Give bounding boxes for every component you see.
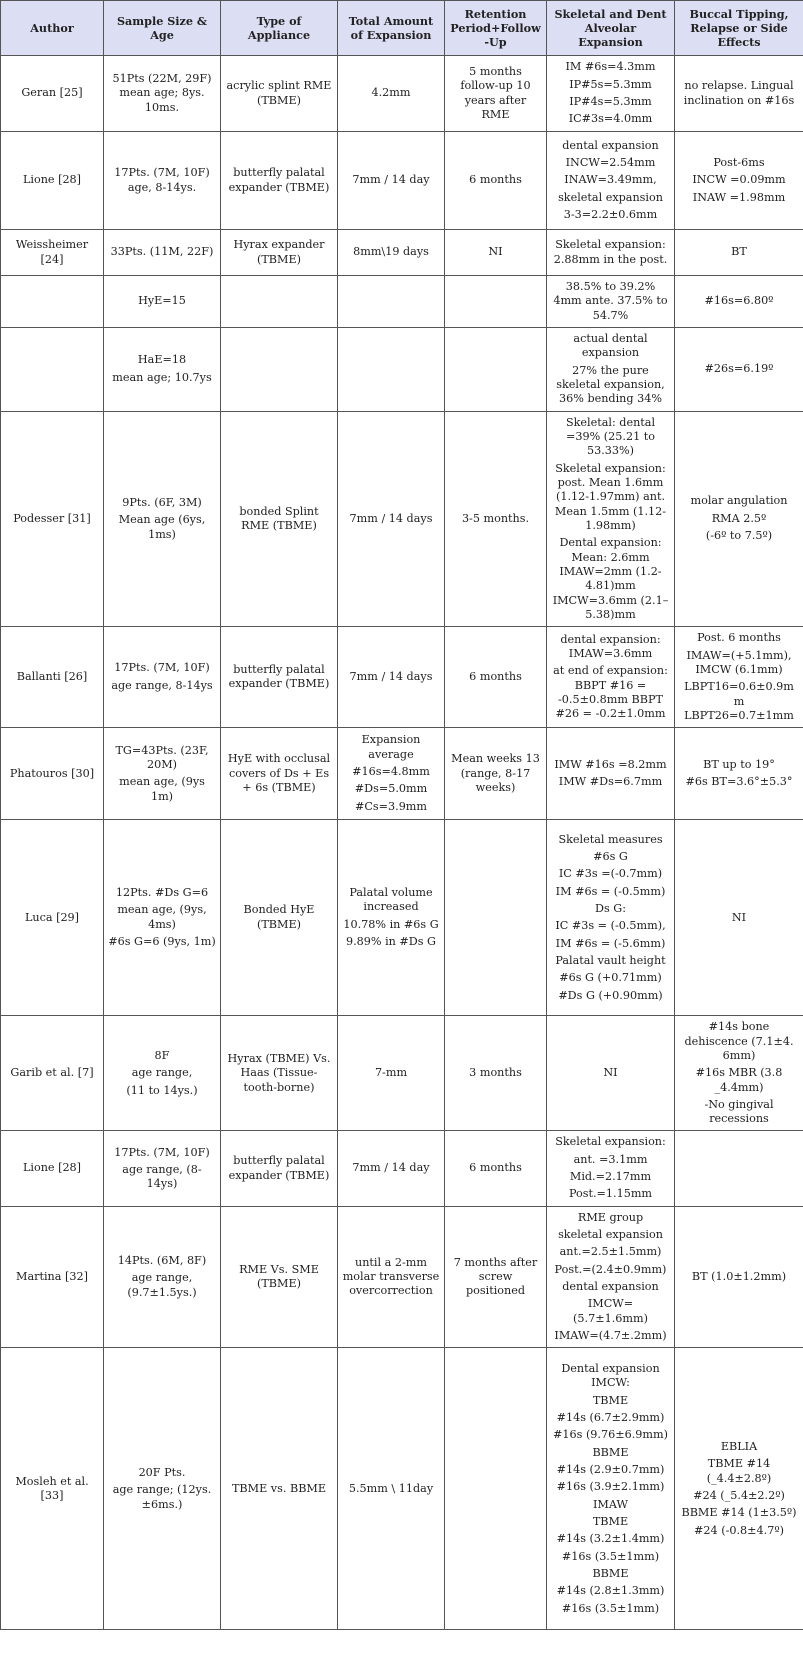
table-row [1, 411, 803, 627]
cell-line: #6s BT=3.6°±5.3° [685, 775, 793, 789]
cell-line: Skeletal: dental =39% (25.21 to 53.33%) [565, 415, 656, 458]
cell-line: Dental expansion IMCW: [561, 1361, 660, 1390]
table-row [1, 820, 803, 1016]
cell-expansion [338, 1016, 445, 1131]
cell-line: Lione [28] [22, 173, 82, 187]
cell-line: 5 months follow-up 10 years after RME [460, 64, 531, 121]
cell-line: Palatal volume increased [349, 886, 433, 914]
cell-tipping [675, 820, 803, 1016]
cell-sample [104, 132, 221, 230]
cell-retention [445, 132, 547, 230]
cell-appliance [221, 627, 338, 728]
table-row [1, 728, 803, 820]
cell-line: #14s (6.7±2.9mm) [556, 1410, 665, 1424]
cell-appliance [221, 1348, 338, 1630]
cell-appliance [221, 1131, 338, 1206]
cell-line: Weissheimer [24] [15, 238, 89, 266]
cell-author [1, 411, 104, 627]
cell-author [1, 327, 104, 411]
cell-line: 17Pts. (7M, 10F) [114, 661, 210, 675]
cell-line: 6 months [469, 670, 522, 684]
cell-line: #24 (_5.4±2.2º) [693, 1488, 785, 1502]
cell-line: (-6º to 7.5º) [705, 529, 773, 543]
cell-expansion [338, 1206, 445, 1348]
cell-line: IM #6s = (-0.5mm) [555, 884, 666, 898]
cell-tipping [675, 56, 803, 132]
cell-line: RME Vs. SME (TBME) [239, 1262, 319, 1291]
cell-expansion [338, 1131, 445, 1206]
cell-line: 8mm\19 days [353, 245, 429, 259]
cell-line: ant.=2.5±1.5mm) [559, 1245, 662, 1259]
cell-line: mean age, (9ys, 4ms) [117, 903, 207, 931]
cell-line: 3-3=2.2±0.6mm [563, 207, 658, 221]
cell-line: #16s (3.5±1mm) [561, 1549, 660, 1563]
cell-appliance [221, 327, 338, 411]
cell-line: #16s (3.9±2.1mm) [556, 1480, 665, 1494]
cell-appliance [221, 1016, 338, 1131]
header-skeletal-expansion: Skeletal and Dent Alveolar Expansion [547, 1, 675, 56]
cell-line: age range, (8-14ys) [122, 1162, 202, 1191]
cell-tipping [675, 1131, 803, 1206]
cell-line: 7mm / 14 day [352, 173, 430, 187]
cell-author [1, 627, 104, 728]
cell-appliance [221, 728, 338, 820]
header-author: Author [1, 1, 104, 56]
cell-line: #16s (9.76±6.9mm) [553, 1428, 668, 1442]
cell-retention [445, 230, 547, 276]
header-total-expansion: Total Amount of Expansion [338, 1, 445, 56]
cell-line: molar angulation [690, 494, 788, 508]
cell-author [1, 820, 104, 1016]
header-sample-size-age: Sample Size & Age [104, 1, 221, 56]
cell-appliance [221, 56, 338, 132]
cell-line: BBME [592, 1445, 629, 1459]
cell-line: IC #3s =(-0.7mm) [558, 867, 663, 881]
cell-line: IP#5s=5.3mm [569, 77, 652, 91]
cell-line: dental expansion [562, 138, 659, 152]
cell-line: Mean weeks 13 (range, 8-17 weeks) [451, 752, 540, 794]
cell-line: age range; (12ys.±6ms.) [112, 1483, 212, 1511]
cell-line: IMAW=(4.7±.2mm) [554, 1329, 667, 1343]
cell-line: 6 months [469, 173, 522, 187]
cell-line: skeletal expansion [558, 1228, 663, 1242]
cell-line: butterfly palatal expander (TBME) [228, 662, 330, 691]
cell-line: TBME [592, 1514, 629, 1528]
cell-line: Garib et al. [7] [10, 1066, 94, 1080]
cell-line: acrylic splint RME (TBME) [226, 79, 332, 107]
cell-tipping [675, 276, 803, 328]
cell-line: age range, [131, 1066, 193, 1080]
cell-line: Post-6ms [713, 156, 765, 169]
cell-line: 8F [154, 1048, 170, 1062]
cell-retention [445, 820, 547, 1016]
cell-skeletal [547, 327, 675, 411]
cell-line: #14s (2.8±1.3mm) [556, 1584, 665, 1598]
cell-line: Hyrax expander (TBME) [233, 238, 325, 266]
cell-line: #26s=6.19º [704, 362, 774, 376]
cell-line: IMW #Ds=6.7mm [558, 775, 663, 789]
cell-expansion [338, 327, 445, 411]
cell-line: 6 months [469, 1161, 522, 1175]
cell-line: #16s=4.8mm [352, 765, 430, 779]
cell-line: NI [731, 910, 747, 924]
cell-line: 10.78% in #6s G [343, 917, 439, 931]
cell-line: HyE=15 [138, 294, 186, 308]
cell-line: 14Pts. (6M, 8F) [117, 1254, 207, 1268]
cell-line: 38.5% to 39.2% 4mm ante. 37.5% to 54.7% [553, 280, 668, 322]
header-buccal-tipping: Buccal Tipping, Relapse or Side Effects [675, 1, 803, 56]
cell-line: mean age; 10.7ys [112, 370, 212, 384]
cell-line: Dental expansion: Mean: 2.6mm IMAW=2mm (1.2-4.81)mm IMCW=3.6mm (2.1–5.38)mm [552, 536, 669, 621]
table-row [1, 1206, 803, 1348]
cell-line: #24 (-0.8±4.7º) [694, 1523, 784, 1537]
cell-line: dental expansion [562, 1280, 659, 1294]
cell-line: HyE with occlusal covers of Ds + Es + 6s (TBME) [227, 752, 331, 794]
cell-appliance [221, 276, 338, 328]
cell-sample [104, 627, 221, 728]
cell-sample [104, 1016, 221, 1131]
cell-line: 7-mm [374, 1066, 408, 1080]
cell-skeletal [547, 132, 675, 230]
cell-author [1, 230, 104, 276]
cell-tipping [675, 230, 803, 276]
cell-line: Martina [32] [16, 1269, 88, 1283]
cell-sample [104, 728, 221, 820]
cell-line: RME group [577, 1210, 644, 1224]
cell-line: 9Pts. (6F, 3M) [122, 495, 202, 509]
table-row [1, 230, 803, 276]
cell-author [1, 728, 104, 820]
cell-line: Post.=1.15mm [568, 1187, 653, 1201]
cell-tipping [675, 1348, 803, 1630]
cell-line: #Ds=5.0mm [354, 782, 428, 796]
cell-line: BT (1.0±1.2mm) [691, 1269, 787, 1283]
cell-line: BBME #14 (1±3.5º) [681, 1506, 797, 1520]
cell-line: IMAW [593, 1497, 628, 1511]
cell-line: #6s G (+0.71mm) [559, 971, 662, 985]
cell-line: 4.2mm [371, 86, 411, 100]
cell-line: Skeletal expansion: post. Mean 1.6mm (1.12-1.97mm) ant. Mean 1.5mm (1.12-1.98mm) [554, 461, 667, 532]
cell-line: BBME [592, 1566, 629, 1580]
cell-retention [445, 1348, 547, 1630]
cell-line: actual dental expansion [573, 331, 648, 360]
table-row [1, 627, 803, 728]
cell-line: Skeletal measures [558, 832, 663, 846]
cell-expansion [338, 1348, 445, 1630]
cell-author [1, 1131, 104, 1206]
cell-line: no relapse. Lingual inclination on #16s [683, 79, 795, 107]
cell-line: -No gingival recessions [704, 1097, 774, 1126]
cell-line: 33Pts. (11M, 22F) [110, 245, 214, 259]
cell-line: 20F Pts. [138, 1465, 186, 1479]
cell-skeletal [547, 411, 675, 627]
cell-appliance [221, 1206, 338, 1348]
cell-line: butterfly palatal expander (TBME) [228, 166, 330, 194]
cell-line: 7mm / 14 days [349, 670, 433, 684]
header-appliance-type: Type of Appliance [221, 1, 338, 56]
cell-expansion [338, 820, 445, 1016]
cell-skeletal [547, 820, 675, 1016]
cell-line: NI [603, 1066, 618, 1080]
cell-expansion [338, 276, 445, 328]
table-row [1, 132, 803, 230]
cell-retention [445, 1016, 547, 1131]
cell-tipping [675, 411, 803, 627]
cell-line: 5.5mm \ 11day [348, 1481, 434, 1495]
cell-skeletal [547, 230, 675, 276]
cell-line: at end of expansion: BBPT #16 = -0.5±0.8mm BBPT #26 = -0.2±1.0mm [553, 664, 668, 721]
cell-line: Expansion average [361, 733, 421, 761]
cell-line: 27% the pure skeletal expansion, 36% bending 34% [556, 363, 665, 406]
cell-line: Ballanti [26] [16, 670, 88, 684]
cell-sample [104, 1131, 221, 1206]
cell-sample [104, 820, 221, 1016]
cell-skeletal [547, 276, 675, 328]
cell-expansion [338, 627, 445, 728]
cell-line: IM #6s=4.3mm [565, 60, 656, 74]
cell-retention [445, 1206, 547, 1348]
header-retention-period: Retention Period+Follow-Up [445, 1, 547, 56]
cell-line: 7mm / 14 days [349, 511, 433, 525]
cell-retention [445, 1131, 547, 1206]
cell-line: #6s G=6 (9ys, 1m) [108, 935, 216, 949]
cell-line: #14s bone dehiscence (7.1±4. 6mm) [684, 1020, 794, 1062]
cell-line: IMCW=(5.7±1.6mm) [573, 1297, 648, 1325]
cell-line: ant. =3.1mm [573, 1152, 648, 1166]
cell-tipping [675, 627, 803, 728]
cell-line: #14s (3.2±1.4mm) [556, 1532, 665, 1546]
cell-line: 3 months [469, 1066, 522, 1080]
cell-retention [445, 728, 547, 820]
cell-line: skeletal expansion [558, 190, 663, 204]
cell-line: INAW =1.98mm [692, 190, 786, 204]
cell-appliance [221, 411, 338, 627]
cell-author [1, 1206, 104, 1348]
cell-line: #16s MBR (3.8 _4.4mm) [695, 1066, 783, 1094]
cell-skeletal [547, 56, 675, 132]
cell-line: Mosleh et al. [33] [15, 1474, 89, 1502]
cell-sample [104, 327, 221, 411]
cell-skeletal [547, 1016, 675, 1131]
cell-line: Skeletal expansion: [555, 1135, 666, 1149]
cell-line: #6s G [593, 849, 628, 863]
cell-line: #16s (3.5±1mm) [561, 1601, 660, 1615]
cell-sample [104, 411, 221, 627]
cell-expansion [338, 411, 445, 627]
cell-retention [445, 327, 547, 411]
cell-author [1, 1348, 104, 1630]
cell-appliance [221, 132, 338, 230]
cell-line: TG=43Pts. (23F, 20M) [115, 743, 209, 771]
cell-line: Mid.=2.17mm [569, 1170, 652, 1184]
cell-tipping [675, 1206, 803, 1348]
cell-line: IP#4s=5.3mm [569, 95, 652, 108]
cell-line: Ds G: [595, 901, 626, 915]
cell-line: LBPT16=0.6±0.9mm LBPT26=0.7±1mm [684, 680, 794, 722]
cell-line: INCW =0.09mm [692, 173, 786, 187]
cell-author [1, 132, 104, 230]
cell-sample [104, 1348, 221, 1630]
cell-expansion [338, 230, 445, 276]
cell-line: BT up to 19° [703, 757, 775, 771]
cell-line: TBME [592, 1393, 629, 1407]
cell-line: bonded Splint RME (TBME) [239, 504, 319, 532]
cell-skeletal [547, 627, 675, 728]
cell-line: IMAW=(+5.1mm), IMCW (6.1mm) [686, 648, 792, 676]
cell-sample [104, 1206, 221, 1348]
cell-line: Geran [25] [21, 86, 83, 100]
cell-author [1, 1016, 104, 1131]
cell-skeletal [547, 728, 675, 820]
cell-line: TBME #14 (_4.4±2.8º) [706, 1457, 772, 1485]
cell-line: Palatal vault height [555, 953, 666, 967]
cell-line: Phatouros [30] [9, 766, 95, 780]
cell-sample [104, 230, 221, 276]
cell-line: Bonded HyE (TBME) [243, 903, 315, 931]
table-row [1, 1348, 803, 1630]
cell-line: 51Pts (22M, 29F) mean age; 8ys. 10ms. [112, 72, 212, 114]
cell-line: 7 months after screw positioned [453, 1255, 538, 1298]
cell-skeletal [547, 1131, 675, 1206]
cell-line: #16s=6.80º [704, 294, 774, 308]
cell-line: age range, (9.7±1.5ys.) [127, 1271, 197, 1299]
cell-line: butterfly palatal expander (TBME) [228, 1154, 330, 1182]
cell-tipping [675, 1016, 803, 1131]
cell-expansion [338, 728, 445, 820]
table-row [1, 1016, 803, 1131]
cell-line: IM #6s = (-5.6mm) [555, 936, 666, 950]
cell-line: (11 to 14ys.) [126, 1083, 198, 1097]
cell-retention [445, 411, 547, 627]
cell-line: 7mm / 14 day [352, 1161, 430, 1175]
cell-retention [445, 627, 547, 728]
cell-tipping [675, 728, 803, 820]
table-row [1, 1131, 803, 1206]
cell-line: 3-5 months. [461, 511, 530, 525]
cell-line: IC#3s=4.0mm [568, 112, 653, 126]
cell-line: EBLIA [720, 1439, 758, 1453]
table-row [1, 276, 803, 328]
cell-line: #Cs=3.9mm [354, 799, 428, 813]
cell-skeletal [547, 1206, 675, 1348]
cell-sample [104, 56, 221, 132]
cell-line: 17Pts. (7M, 10F) age, 8-14ys. [114, 166, 210, 194]
cell-line: Skeletal expansion: 2.88mm in the post. [553, 238, 668, 266]
cell-tipping [675, 132, 803, 230]
cell-line: mean age, (9ys 1m) [119, 775, 205, 803]
cell-retention [445, 56, 547, 132]
cell-retention [445, 276, 547, 328]
cell-line: dental expansion: IMAW=3.6mm [560, 632, 661, 661]
cell-line: 12Pts. #Ds G=6 [115, 886, 209, 900]
cell-line: RMA 2.5º [711, 511, 767, 525]
cell-line: age range, 8-14ys [111, 678, 213, 692]
table-row [1, 327, 803, 411]
cell-line: TBME vs. BBME [231, 1481, 327, 1495]
cell-line: BT [731, 245, 747, 259]
cell-line: 17Pts. (7M, 10F) [114, 1145, 210, 1159]
cell-line: Mean age (6ys, 1ms) [118, 513, 206, 541]
cell-expansion [338, 56, 445, 132]
cell-skeletal [547, 1348, 675, 1630]
cell-line: #14s (2.9±0.7mm) [556, 1462, 665, 1476]
cell-appliance [221, 820, 338, 1016]
cell-line: IC #3s = (-0.5mm), [555, 919, 666, 933]
cell-appliance [221, 230, 338, 276]
cell-line: INCW=2.54mm [565, 156, 656, 169]
cell-line: NI [488, 245, 503, 259]
table-row [1, 56, 803, 132]
cell-line: IMW #16s =8.2mm [554, 757, 667, 771]
cell-line: Podesser [31] [13, 511, 91, 525]
cell-line: Post.=(2.4±0.9mm) [554, 1262, 667, 1276]
cell-line: #Ds G (+0.90mm) [558, 988, 663, 1002]
cell-line: Lione [28] [22, 1161, 82, 1175]
cell-tipping [675, 327, 803, 411]
header-row [1, 1, 803, 56]
cell-line: 9.89% in #Ds G [345, 935, 436, 949]
cell-line: Luca [29] [24, 910, 80, 924]
cell-sample [104, 276, 221, 328]
cell-author [1, 56, 104, 132]
cell-line: Post. 6 months [697, 631, 781, 645]
cell-line: until a 2-mm molar transverse overcorrection [342, 1255, 440, 1298]
cell-expansion [338, 132, 445, 230]
cell-line: INAW=3.49mm, [564, 173, 657, 187]
cell-line: HaE=18 [137, 353, 187, 367]
cell-line: Hyrax (TBME) Vs. Haas (Tissue-tooth-borne) [227, 1051, 331, 1094]
cell-author [1, 276, 104, 328]
